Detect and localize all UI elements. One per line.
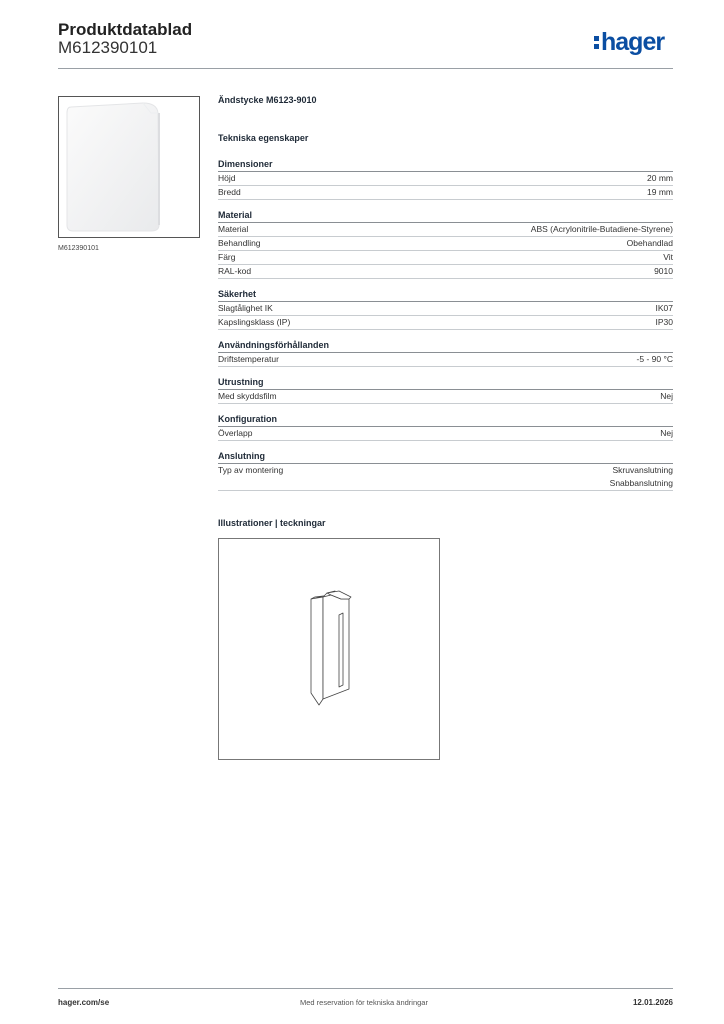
document-title: Produktdatablad bbox=[58, 20, 193, 39]
group-material bbox=[218, 209, 673, 279]
group-title: Säkerhet bbox=[218, 288, 673, 302]
row-label: Höjd bbox=[218, 173, 236, 183]
logo-text: hager bbox=[601, 28, 665, 56]
end-cap-photo-icon bbox=[59, 97, 199, 237]
table-row bbox=[218, 223, 673, 237]
table-row bbox=[218, 316, 673, 330]
illustrations-title: Illustrationer | teckningar bbox=[218, 518, 326, 528]
table-row bbox=[218, 390, 673, 404]
row-label: Driftstemperatur bbox=[218, 354, 279, 364]
logo-dots-icon bbox=[594, 36, 599, 52]
row-value: 19 mm bbox=[647, 187, 673, 197]
table-row bbox=[218, 186, 673, 200]
footer-website: hager.com/se bbox=[58, 998, 110, 1007]
illustration-frame bbox=[218, 538, 440, 760]
product-photo bbox=[58, 96, 200, 238]
table-row bbox=[218, 353, 673, 367]
row-label: Slagtålighet IK bbox=[218, 303, 273, 313]
hager-logo bbox=[594, 28, 664, 57]
table-row bbox=[218, 237, 673, 251]
row-label: Överlapp bbox=[218, 428, 253, 438]
photo-caption: M612390101 bbox=[58, 245, 99, 252]
group-title: Dimensioner bbox=[218, 158, 673, 172]
row-label: Typ av montering bbox=[218, 465, 284, 475]
row-label: Material bbox=[218, 224, 249, 234]
product-code: M612390101 bbox=[58, 38, 158, 57]
row-value: Vit bbox=[663, 252, 673, 262]
footer-date: 12.01.2026 bbox=[632, 998, 673, 1007]
group-title: Utrustning bbox=[218, 376, 673, 390]
table-row bbox=[218, 427, 673, 441]
group-konfiguration bbox=[218, 413, 673, 441]
technical-content bbox=[218, 95, 673, 500]
row-value: Nej bbox=[660, 428, 673, 438]
row-value: ABS (Acrylonitrile-Butadiene-Styrene) bbox=[530, 224, 673, 234]
group-anslutning bbox=[218, 450, 673, 491]
row-value bbox=[610, 464, 673, 490]
row-value: Obehandlad bbox=[626, 238, 673, 248]
group-utrustning bbox=[218, 376, 673, 404]
row-value: IK07 bbox=[655, 303, 673, 313]
product-name: Ändstycke M6123-9010 bbox=[218, 95, 317, 105]
row-value-line: Skruvanslutning bbox=[612, 465, 673, 475]
footer-disclaimer: Med reservation för tekniska ändringar bbox=[300, 998, 428, 1007]
footer-divider bbox=[58, 988, 673, 989]
row-value-line: Snabbanslutning bbox=[609, 478, 673, 488]
row-label: Behandling bbox=[218, 238, 261, 248]
group-title: Material bbox=[218, 209, 673, 223]
table-row bbox=[218, 464, 673, 491]
group-sakerhet bbox=[218, 288, 673, 330]
row-label: Färg bbox=[218, 252, 236, 262]
group-anvandning bbox=[218, 339, 673, 367]
row-value: 20 mm bbox=[647, 173, 673, 183]
group-title: Anslutning bbox=[218, 450, 673, 464]
row-value: -5 - 90 °C bbox=[636, 354, 673, 364]
table-row bbox=[218, 265, 673, 279]
end-cap-drawing-icon bbox=[219, 539, 439, 759]
group-dimensioner bbox=[218, 158, 673, 200]
table-row bbox=[218, 302, 673, 316]
table-row bbox=[218, 251, 673, 265]
group-title: Användningsförhållanden bbox=[218, 339, 673, 353]
group-title: Konfiguration bbox=[218, 413, 673, 427]
row-label: RAL-kod bbox=[218, 266, 252, 276]
row-value: 9010 bbox=[654, 266, 673, 276]
row-value: IP30 bbox=[655, 317, 673, 327]
section-title: Tekniska egenskaper bbox=[218, 133, 309, 143]
header-divider bbox=[58, 68, 673, 69]
row-label: Med skyddsfilm bbox=[218, 391, 277, 401]
table-row bbox=[218, 172, 673, 186]
row-label: Kapslingsklass (IP) bbox=[218, 317, 291, 327]
row-label: Bredd bbox=[218, 187, 241, 197]
row-value: Nej bbox=[660, 391, 673, 401]
